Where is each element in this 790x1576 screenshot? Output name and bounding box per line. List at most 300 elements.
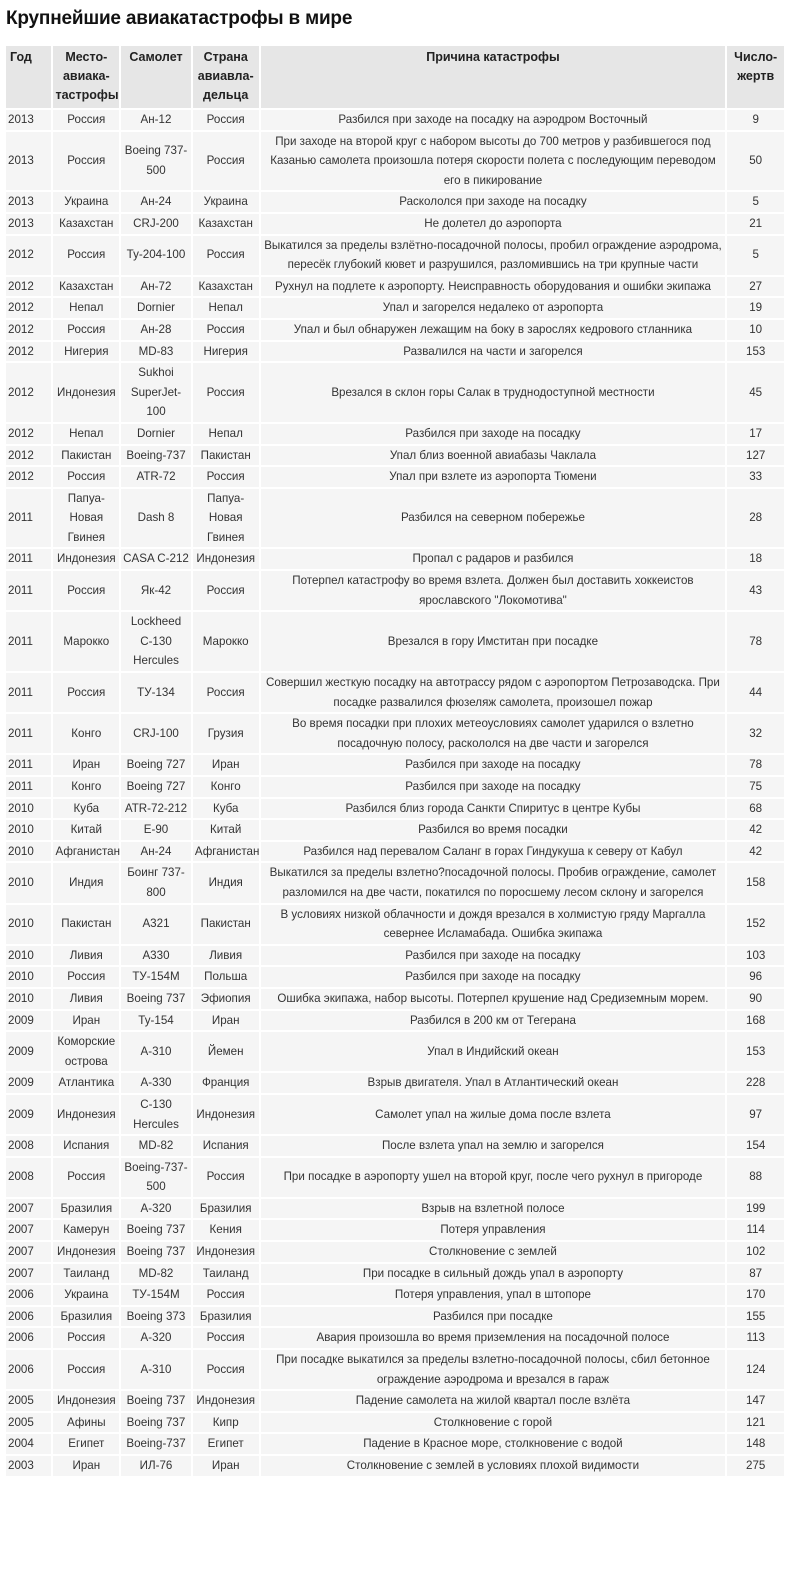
cell-plane: Боинг 737-800 [121, 863, 191, 902]
table-row [6, 110, 784, 130]
cell-deaths: 152 [727, 905, 784, 944]
cell-year: 2010 [6, 820, 51, 840]
table-row [6, 1032, 784, 1071]
cell-country: Куба [193, 799, 259, 819]
cell-country: Индонезия [193, 1391, 259, 1411]
cell-deaths: 168 [727, 1011, 784, 1031]
table-row [6, 132, 784, 191]
table-row [6, 612, 784, 671]
cell-place: Непал [53, 298, 119, 318]
cell-cause: Развалился на части и загорелся [261, 342, 726, 362]
cell-country: Пакистан [193, 905, 259, 944]
cell-year: 2006 [6, 1350, 51, 1389]
cell-cause: При посадке в аэропорту ушел на второй круг, после чего рухнул в пригороде [261, 1158, 726, 1197]
cell-plane: Ан-72 [121, 277, 191, 297]
cell-country: Грузия [193, 714, 259, 753]
header-year: Год [6, 46, 51, 108]
table-header [6, 46, 784, 108]
cell-place: Папуа-Новая Гвинея [53, 489, 119, 548]
cell-place: Россия [53, 110, 119, 130]
cell-country: Россия [193, 110, 259, 130]
cell-country: Россия [193, 363, 259, 422]
cell-deaths: 33 [727, 467, 784, 487]
table-row [6, 1095, 784, 1134]
cell-place: Таиланд [53, 1264, 119, 1284]
cell-plane: ATR-72 [121, 467, 191, 487]
cell-cause: При посадке выкатился за пределы взлетно-посадочной полосы, сбил бетонное ограждение аэродрома и врезался в гараж [261, 1350, 726, 1389]
cell-cause: После взлета упал на землю и загорелся [261, 1136, 726, 1156]
cell-deaths: 147 [727, 1391, 784, 1411]
cell-place: Индонезия [53, 1095, 119, 1134]
cell-year: 2007 [6, 1220, 51, 1240]
cell-place: Иран [53, 755, 119, 775]
cell-year: 2005 [6, 1391, 51, 1411]
table-row [6, 755, 784, 775]
table-row [6, 842, 784, 862]
cell-cause: Выкатился за пределы взлетно?посадочной полосы. Пробив ограждение, самолет разломился на две части, покатился по поросшему лесом склону и загорелся [261, 863, 726, 902]
cell-plane: MD-83 [121, 342, 191, 362]
cell-deaths: 155 [727, 1307, 784, 1327]
cell-cause: Взрыв на взлетной полосе [261, 1199, 726, 1219]
cell-deaths: 42 [727, 842, 784, 862]
cell-deaths: 32 [727, 714, 784, 753]
cell-deaths: 158 [727, 863, 784, 902]
cell-plane: E-90 [121, 820, 191, 840]
cell-year: 2006 [6, 1328, 51, 1348]
table-row [6, 1350, 784, 1389]
cell-country: Таиланд [193, 1264, 259, 1284]
table-row [6, 946, 784, 966]
cell-place: Украина [53, 192, 119, 212]
table-row [6, 1285, 784, 1305]
table-row [6, 571, 784, 610]
cell-plane: Boeing 727 [121, 755, 191, 775]
cell-deaths: 17 [727, 424, 784, 444]
cell-year: 2011 [6, 549, 51, 569]
cell-plane: MD-82 [121, 1136, 191, 1156]
cell-deaths: 127 [727, 446, 784, 466]
cell-year: 2007 [6, 1264, 51, 1284]
table-row [6, 236, 784, 275]
cell-cause: Самолет упал на жилые дома после взлета [261, 1095, 726, 1134]
cell-year: 2008 [6, 1136, 51, 1156]
cell-plane: ТУ-154М [121, 967, 191, 987]
table-row [6, 1199, 784, 1219]
cell-place: Индонезия [53, 549, 119, 569]
cell-place: Египет [53, 1434, 119, 1454]
table-row [6, 1434, 784, 1454]
cell-country: Ливия [193, 946, 259, 966]
cell-year: 2012 [6, 424, 51, 444]
cell-country: Россия [193, 1328, 259, 1348]
cell-place: Украина [53, 1285, 119, 1305]
cell-cause: Раскололся при заходе на посадку [261, 192, 726, 212]
table-row [6, 1413, 784, 1433]
page-title: Крупнейшие авиакатастрофы в мире [6, 8, 353, 29]
cell-country: Россия [193, 236, 259, 275]
cell-place: Индонезия [53, 1391, 119, 1411]
cell-place: Россия [53, 320, 119, 340]
cell-year: 2004 [6, 1434, 51, 1454]
cell-year: 2011 [6, 755, 51, 775]
cell-cause: Разбился на северном побережье [261, 489, 726, 548]
cell-place: Конго [53, 777, 119, 797]
cell-place: Россия [53, 673, 119, 712]
cell-year: 2010 [6, 989, 51, 1009]
cell-place: Камерун [53, 1220, 119, 1240]
cell-country: Непал [193, 424, 259, 444]
cell-place: Россия [53, 1328, 119, 1348]
cell-deaths: 9 [727, 110, 784, 130]
cell-year: 2009 [6, 1011, 51, 1031]
cell-country: Индонезия [193, 549, 259, 569]
cell-cause: Разбился при заходе на посадку на аэродром Восточный [261, 110, 726, 130]
cell-deaths: 88 [727, 1158, 784, 1197]
cell-deaths: 68 [727, 799, 784, 819]
cell-country: Китай [193, 820, 259, 840]
cell-deaths: 148 [727, 1434, 784, 1454]
cell-year: 2006 [6, 1285, 51, 1305]
cell-country: Индонезия [193, 1095, 259, 1134]
cell-place: Непал [53, 424, 119, 444]
cell-deaths: 21 [727, 214, 784, 234]
header-row [6, 46, 784, 108]
table-row [6, 989, 784, 1009]
cell-country: Иран [193, 1456, 259, 1476]
table-row [6, 277, 784, 297]
cell-deaths: 18 [727, 549, 784, 569]
cell-cause: Взрыв двигателя. Упал в Атлантический океан [261, 1073, 726, 1093]
cell-year: 2012 [6, 320, 51, 340]
cell-country: Нигерия [193, 342, 259, 362]
cell-year: 2012 [6, 342, 51, 362]
cell-country: Индия [193, 863, 259, 902]
cell-country: Франция [193, 1073, 259, 1093]
cell-country: Йемен [193, 1032, 259, 1071]
cell-year: 2008 [6, 1158, 51, 1197]
cell-place: Россия [53, 1350, 119, 1389]
cell-plane: Boeing-737 [121, 1434, 191, 1454]
cell-cause: Разбился при заходе на посадку [261, 777, 726, 797]
cell-year: 2009 [6, 1032, 51, 1071]
cell-country: Россия [193, 673, 259, 712]
cell-plane: Boeing 737 [121, 1220, 191, 1240]
cell-plane: Lockheed C-130 Hercules [121, 612, 191, 671]
cell-cause: Разбился при посадке [261, 1307, 726, 1327]
cell-country: Россия [193, 1285, 259, 1305]
cell-deaths: 102 [727, 1242, 784, 1262]
cell-deaths: 10 [727, 320, 784, 340]
cell-plane: Як-42 [121, 571, 191, 610]
table-row [6, 1242, 784, 1262]
cell-cause: Врезался в гору Имститан при посадке [261, 612, 726, 671]
cell-plane: ТУ-154М [121, 1285, 191, 1305]
header-cause: Причина катастрофы [261, 46, 726, 108]
cell-deaths: 27 [727, 277, 784, 297]
cell-plane: Boeing-737-500 [121, 1158, 191, 1197]
cell-place: Россия [53, 967, 119, 987]
cell-deaths: 275 [727, 1456, 784, 1476]
table-row [6, 1307, 784, 1327]
table-row [6, 1456, 784, 1476]
cell-cause: При заходе на второй круг с набором высоты до 700 метров у разбившегося под Казанью самолета произошла потеря скорости полета с последующим переводом его в пикирование [261, 132, 726, 191]
cell-deaths: 28 [727, 489, 784, 548]
table-row [6, 298, 784, 318]
cell-year: 2011 [6, 714, 51, 753]
cell-place: Марокко [53, 612, 119, 671]
table-row [6, 905, 784, 944]
table-row [6, 820, 784, 840]
cell-cause: Врезался в склон горы Салак в труднодоступной местности [261, 363, 726, 422]
cell-year: 2013 [6, 192, 51, 212]
cell-plane: A-310 [121, 1350, 191, 1389]
cell-deaths: 114 [727, 1220, 784, 1240]
cell-year: 2012 [6, 298, 51, 318]
cell-year: 2013 [6, 110, 51, 130]
cell-place: Афины [53, 1413, 119, 1433]
cell-cause: При посадке в сильный дождь упал в аэропорту [261, 1264, 726, 1284]
cell-plane: CRJ-100 [121, 714, 191, 753]
cell-cause: Упал и загорелся недалеко от аэропорта [261, 298, 726, 318]
cell-plane: Boeing 737 [121, 1391, 191, 1411]
cell-country: Индонезия [193, 1242, 259, 1262]
table-row [6, 446, 784, 466]
cell-plane: A330 [121, 946, 191, 966]
table-row [6, 1328, 784, 1348]
table-row [6, 489, 784, 548]
table-row [6, 1011, 784, 1031]
cell-cause: Не долетел до аэропорта [261, 214, 726, 234]
cell-country: Иран [193, 755, 259, 775]
cell-deaths: 170 [727, 1285, 784, 1305]
cell-deaths: 121 [727, 1413, 784, 1433]
cell-plane: Ан-28 [121, 320, 191, 340]
cell-plane: Boeing 737-500 [121, 132, 191, 191]
cell-country: Польша [193, 967, 259, 987]
cell-place: Пакистан [53, 446, 119, 466]
cell-deaths: 78 [727, 612, 784, 671]
cell-deaths: 42 [727, 820, 784, 840]
cell-place: Индонезия [53, 363, 119, 422]
header-place: Место-авиака-тастрофы [53, 46, 119, 108]
cell-cause: Авария произошла во время приземления на посадочной полосе [261, 1328, 726, 1348]
cell-cause: Столкновение с землей в условиях плохой видимости [261, 1456, 726, 1476]
cell-deaths: 103 [727, 946, 784, 966]
cell-cause: Потеря управления [261, 1220, 726, 1240]
cell-plane: Boeing 727 [121, 777, 191, 797]
cell-country: Россия [193, 571, 259, 610]
cell-year: 2005 [6, 1413, 51, 1433]
table-row [6, 1220, 784, 1240]
cell-plane: ATR-72-212 [121, 799, 191, 819]
cell-plane: Boeing 737 [121, 989, 191, 1009]
cell-deaths: 5 [727, 236, 784, 275]
cell-place: Испания [53, 1136, 119, 1156]
cell-place: Россия [53, 1158, 119, 1197]
cell-country: Марокко [193, 612, 259, 671]
cell-year: 2012 [6, 363, 51, 422]
cell-country: Украина [193, 192, 259, 212]
cell-plane: A-330 [121, 1073, 191, 1093]
table-row [6, 863, 784, 902]
cell-year: 2010 [6, 863, 51, 902]
cell-plane: ИЛ-76 [121, 1456, 191, 1476]
cell-country: Россия [193, 467, 259, 487]
cell-country: Афганистан [193, 842, 259, 862]
cell-country: Испания [193, 1136, 259, 1156]
cell-deaths: 97 [727, 1095, 784, 1134]
cell-country: Непал [193, 298, 259, 318]
cell-plane: Ту-204-100 [121, 236, 191, 275]
table-row [6, 1158, 784, 1197]
cell-cause: Совершил жесткую посадку на автотрассу рядом с аэропортом Петрозаводска. При посадке развалился фюзеляж самолета, произошел пожар [261, 673, 726, 712]
cell-place: Индия [53, 863, 119, 902]
crashes-table [4, 44, 786, 1478]
cell-country: Бразилия [193, 1307, 259, 1327]
cell-cause: Разбился при заходе на посадку [261, 424, 726, 444]
cell-plane: Sukhoi SuperJet-100 [121, 363, 191, 422]
cell-plane: A-310 [121, 1032, 191, 1071]
cell-cause: В условиях низкой облачности и дождя врезался в холмистую гряду Маргалла севернее Исламабада. Ошибка экипажа [261, 905, 726, 944]
cell-year: 2012 [6, 277, 51, 297]
cell-plane: Dornier [121, 298, 191, 318]
table-row [6, 363, 784, 422]
cell-cause: Разбился в 200 км от Тегерана [261, 1011, 726, 1031]
cell-year: 2010 [6, 946, 51, 966]
cell-deaths: 153 [727, 342, 784, 362]
cell-plane: Boeing-737 [121, 446, 191, 466]
cell-deaths: 199 [727, 1199, 784, 1219]
cell-year: 2011 [6, 571, 51, 610]
cell-year: 2007 [6, 1242, 51, 1262]
cell-deaths: 5 [727, 192, 784, 212]
cell-year: 2010 [6, 842, 51, 862]
cell-plane: Ан-12 [121, 110, 191, 130]
cell-deaths: 43 [727, 571, 784, 610]
table-row [6, 673, 784, 712]
cell-plane: A-320 [121, 1328, 191, 1348]
table-row [6, 799, 784, 819]
cell-deaths: 78 [727, 755, 784, 775]
cell-cause: Рухнул на подлете к аэропорту. Неисправность оборудования и ошибки экипажа [261, 277, 726, 297]
cell-year: 2009 [6, 1073, 51, 1093]
table-row [6, 214, 784, 234]
table-body [6, 110, 784, 1476]
cell-cause: Разбился близ города Санкти Спиритус в центре Кубы [261, 799, 726, 819]
cell-plane: MD-82 [121, 1264, 191, 1284]
table-row [6, 192, 784, 212]
cell-country: Эфиопия [193, 989, 259, 1009]
cell-cause: Разбился при заходе на посадку [261, 967, 726, 987]
cell-year: 2010 [6, 905, 51, 944]
cell-deaths: 75 [727, 777, 784, 797]
cell-country: Россия [193, 1158, 259, 1197]
cell-plane: Dornier [121, 424, 191, 444]
cell-plane: CASA C-212 [121, 549, 191, 569]
cell-place: Россия [53, 571, 119, 610]
cell-cause: Разбился во время посадки [261, 820, 726, 840]
cell-cause: Столкновение с горой [261, 1413, 726, 1433]
cell-place: Ливия [53, 946, 119, 966]
cell-year: 2003 [6, 1456, 51, 1476]
cell-deaths: 113 [727, 1328, 784, 1348]
cell-year: 2013 [6, 132, 51, 191]
cell-cause: Упал в Индийский океан [261, 1032, 726, 1071]
cell-year: 2010 [6, 967, 51, 987]
cell-cause: Падение самолета на жилой квартал после взлёта [261, 1391, 726, 1411]
cell-place: Пакистан [53, 905, 119, 944]
cell-cause: Разбился при заходе на посадку [261, 946, 726, 966]
cell-place: Казахстан [53, 214, 119, 234]
cell-country: Кения [193, 1220, 259, 1240]
cell-deaths: 87 [727, 1264, 784, 1284]
table-row [6, 424, 784, 444]
cell-year: 2011 [6, 489, 51, 548]
cell-year: 2007 [6, 1199, 51, 1219]
cell-place: Ливия [53, 989, 119, 1009]
cell-deaths: 228 [727, 1073, 784, 1093]
cell-country: Египет [193, 1434, 259, 1454]
cell-plane: A321 [121, 905, 191, 944]
cell-country: Конго [193, 777, 259, 797]
cell-place: Россия [53, 132, 119, 191]
header-plane: Самолет [121, 46, 191, 108]
cell-country: Казахстан [193, 277, 259, 297]
cell-place: Конго [53, 714, 119, 753]
cell-plane: Boeing 737 [121, 1242, 191, 1262]
cell-country: Папуа-Новая Гвинея [193, 489, 259, 548]
cell-place: Коморские острова [53, 1032, 119, 1071]
cell-cause: Выкатился за пределы взлётно-посадочной полосы, пробил ограждение аэродрома, перeсёк глубокий кювет и разрушился, разломившись на три крупные части [261, 236, 726, 275]
cell-deaths: 45 [727, 363, 784, 422]
cell-deaths: 90 [727, 989, 784, 1009]
cell-year: 2011 [6, 673, 51, 712]
cell-place: Казахстан [53, 277, 119, 297]
cell-plane: Ан-24 [121, 842, 191, 862]
cell-deaths: 154 [727, 1136, 784, 1156]
table-row [6, 1073, 784, 1093]
cell-year: 2012 [6, 236, 51, 275]
cell-cause: Разбился при заходе на посадку [261, 755, 726, 775]
table-row [6, 342, 784, 362]
cell-country: Казахстан [193, 214, 259, 234]
table-row [6, 1136, 784, 1156]
cell-cause: Пропал с радаров и разбился [261, 549, 726, 569]
cell-place: Россия [53, 467, 119, 487]
cell-cause: Потеря управления, упал в штопоре [261, 1285, 726, 1305]
cell-cause: Ошибка экипажа, набор высоты. Потерпел крушение над Средиземным морем. [261, 989, 726, 1009]
table-row [6, 320, 784, 340]
cell-plane: CRJ-200 [121, 214, 191, 234]
cell-place: Иран [53, 1456, 119, 1476]
cell-place: Бразилия [53, 1199, 119, 1219]
cell-place: Китай [53, 820, 119, 840]
cell-year: 2011 [6, 612, 51, 671]
cell-plane: ТУ-134 [121, 673, 191, 712]
cell-year: 2012 [6, 467, 51, 487]
cell-place: Афганистан [53, 842, 119, 862]
cell-cause: Упал близ военной авиабазы Чаклала [261, 446, 726, 466]
cell-place: Нигерия [53, 342, 119, 362]
cell-cause: Разбился над перевалом Саланг в горах Гиндукуша к северу от Кабул [261, 842, 726, 862]
cell-year: 2011 [6, 777, 51, 797]
cell-plane: Boeing 737 [121, 1413, 191, 1433]
cell-place: Атлантика [53, 1073, 119, 1093]
cell-plane: Dash 8 [121, 489, 191, 548]
cell-cause: Во время посадки при плохих метеоусловиях самолет ударился о взлетно посадочную полосу, раскололся на две части и загорелся [261, 714, 726, 753]
cell-country: Иран [193, 1011, 259, 1031]
table-row [6, 1264, 784, 1284]
